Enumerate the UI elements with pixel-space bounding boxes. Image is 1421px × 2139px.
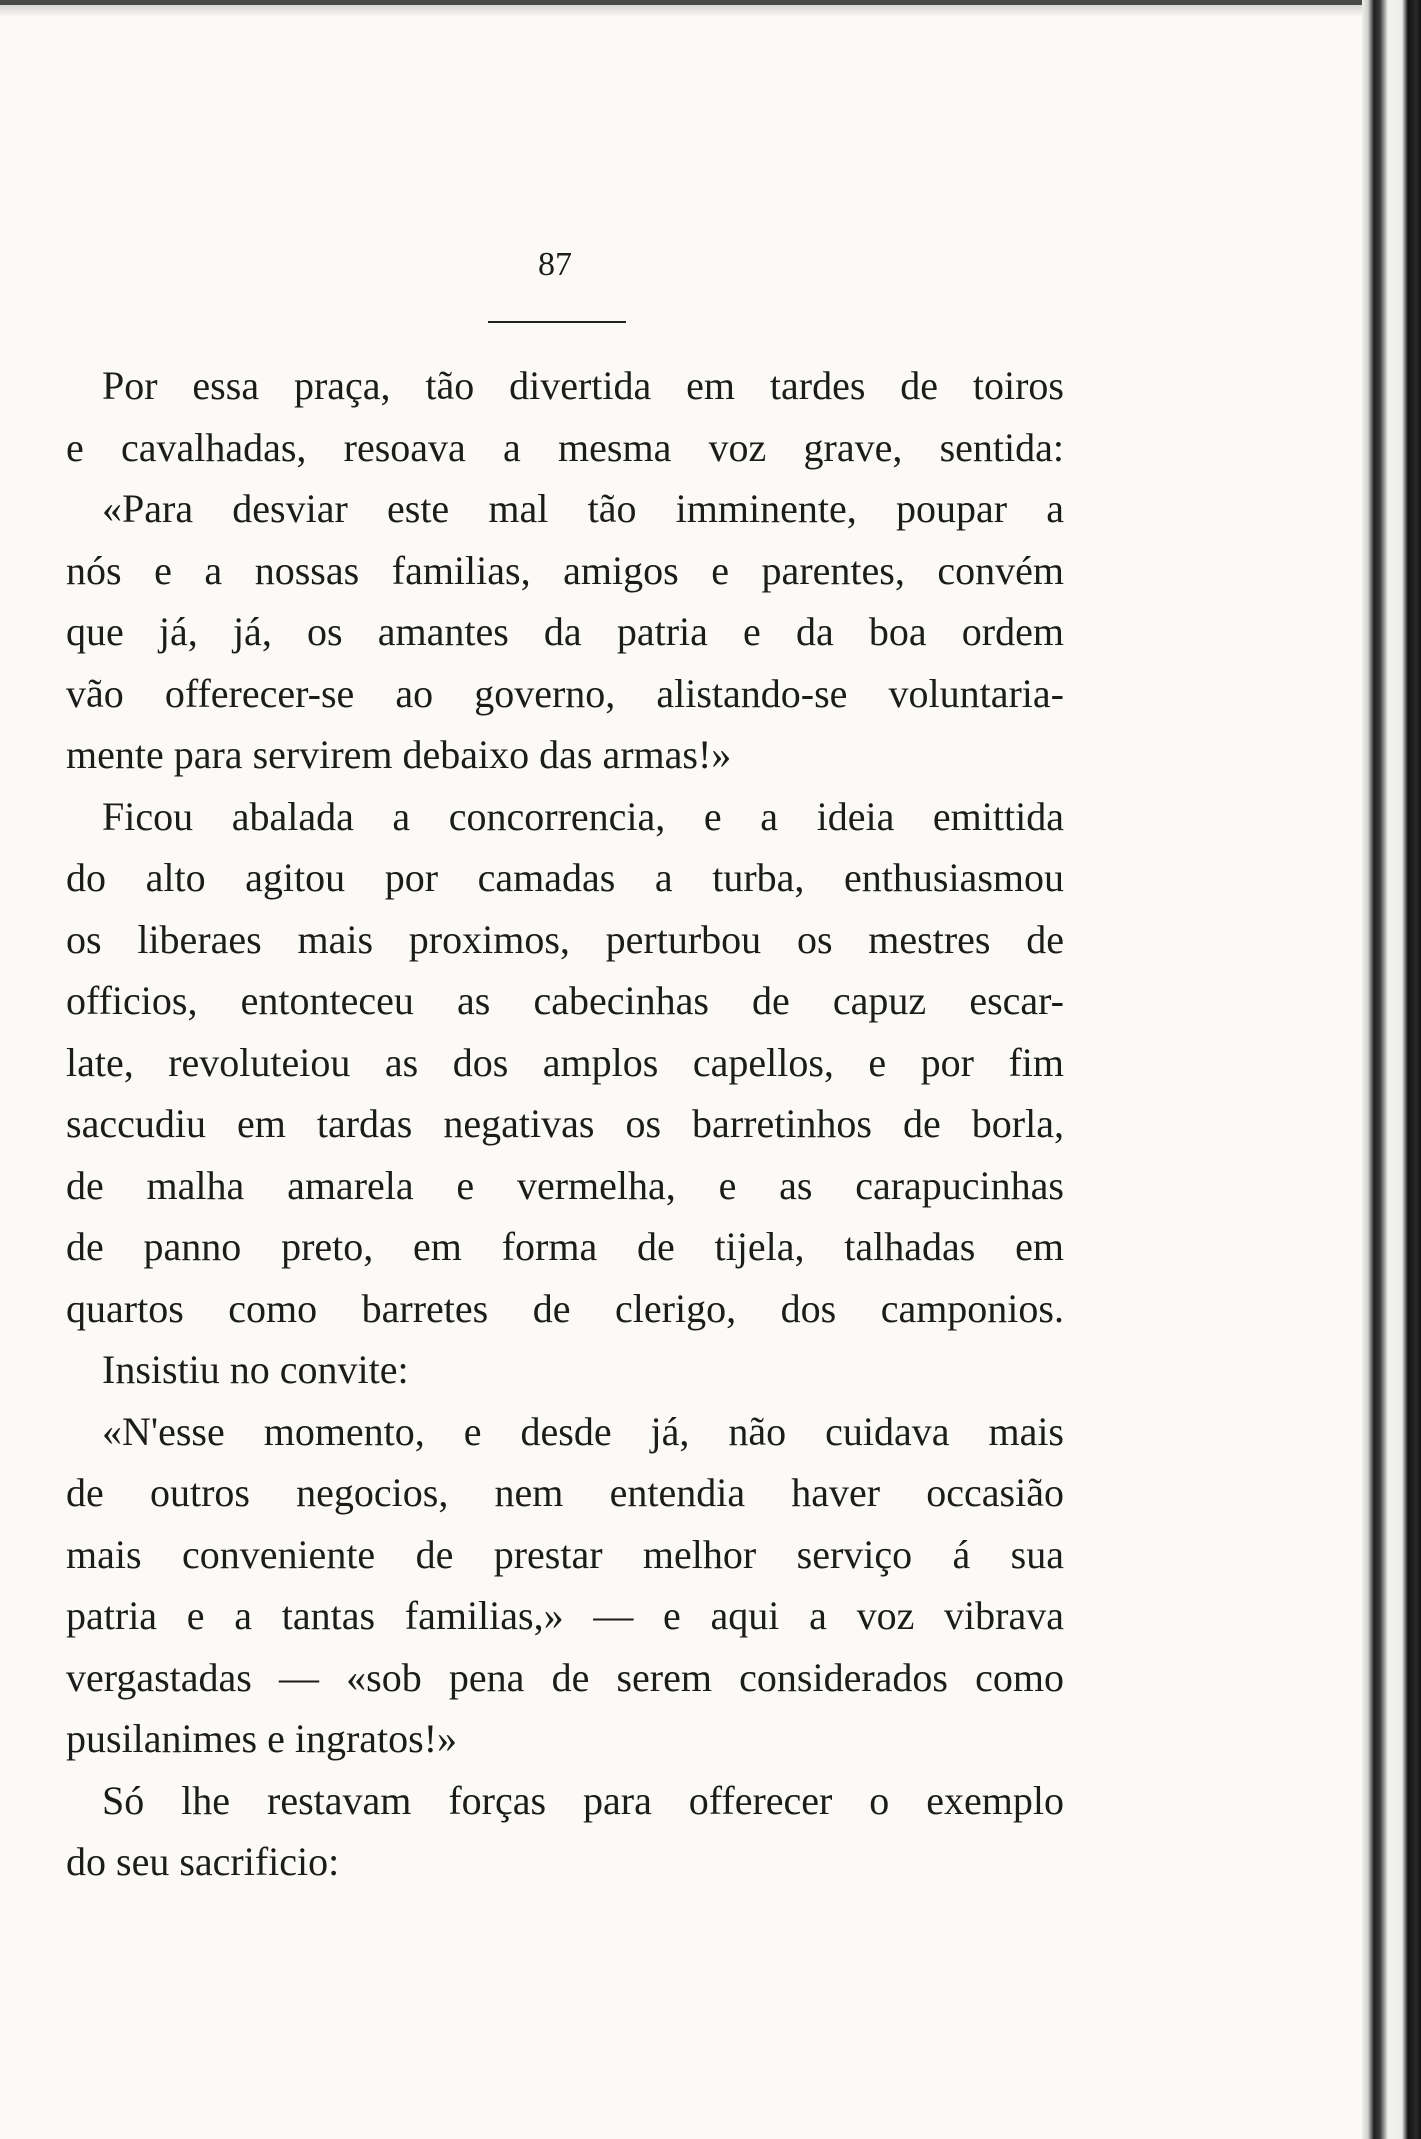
text-line: «Para desviar este mal tão imminente, poupar a [102, 486, 1064, 531]
text-line: pusilanimes e ingratos!» [66, 1716, 458, 1761]
text-line: vão offerecer-se ao governo, alistando-se voluntaria- [66, 670, 1064, 716]
text-line: vergastadas — «sob pena de serem considerados como [66, 1654, 1064, 1700]
book-spine-edge [1362, 0, 1421, 2139]
page-top-shadow [0, 5, 1380, 17]
header-rule [488, 321, 626, 323]
text-line: e cavalhadas, resoava a mesma voz grave, sentida: [66, 424, 1064, 470]
text-line: mais conveniente de prestar melhor serviço á sua [66, 1531, 1064, 1577]
text-line: de malha amarela e vermelha, e as carapucinhas [66, 1162, 1064, 1208]
text-line: de panno preto, em forma de tijela, talhadas em [66, 1224, 1064, 1269]
text-line: mente para servirem debaixo das armas!» [66, 732, 732, 777]
text-line: os liberaes mais proximos, perturbou os mestres de [66, 916, 1064, 962]
text-line: Por essa praça, tão divertida em tardes de toiros [102, 363, 1064, 408]
text-line: Insistiu no convite: [102, 1347, 409, 1392]
page-number: 87 [538, 246, 572, 283]
text-line: do alto agitou por camadas a turba, enthusiasmou [66, 855, 1064, 900]
text-line: que já, já, os amantes da patria e da boa ordem [66, 609, 1064, 654]
text-line: Ficou abalada a concorrencia, e a ideia emittida [102, 793, 1064, 839]
text-line: late, revoluteiou as dos amplos capellos, e por fim [66, 1039, 1064, 1085]
text-line: Só lhe restavam forças para offerecer o exemplo [102, 1777, 1064, 1823]
body-text [66, 355, 1064, 1893]
text-line: quartos como barretes de clerigo, dos camponios. [66, 1285, 1064, 1331]
text-line: de outros negocios, nem entendia haver occasião [66, 1470, 1064, 1515]
text-line: patria e a tantas familias,» — e aqui a voz vibrava [66, 1593, 1064, 1638]
text-line: nós e a nossas familias, amigos e parentes, convém [66, 547, 1064, 593]
text-line: do seu sacrificio: [66, 1839, 340, 1884]
text-line: «N'esse momento, e desde já, não cuidava mais [102, 1408, 1064, 1454]
text-line: officios, entonteceu as cabecinhas de capuz escar- [66, 978, 1064, 1023]
text-line: saccudiu em tardas negativas os barretinhos de borla, [66, 1101, 1064, 1146]
